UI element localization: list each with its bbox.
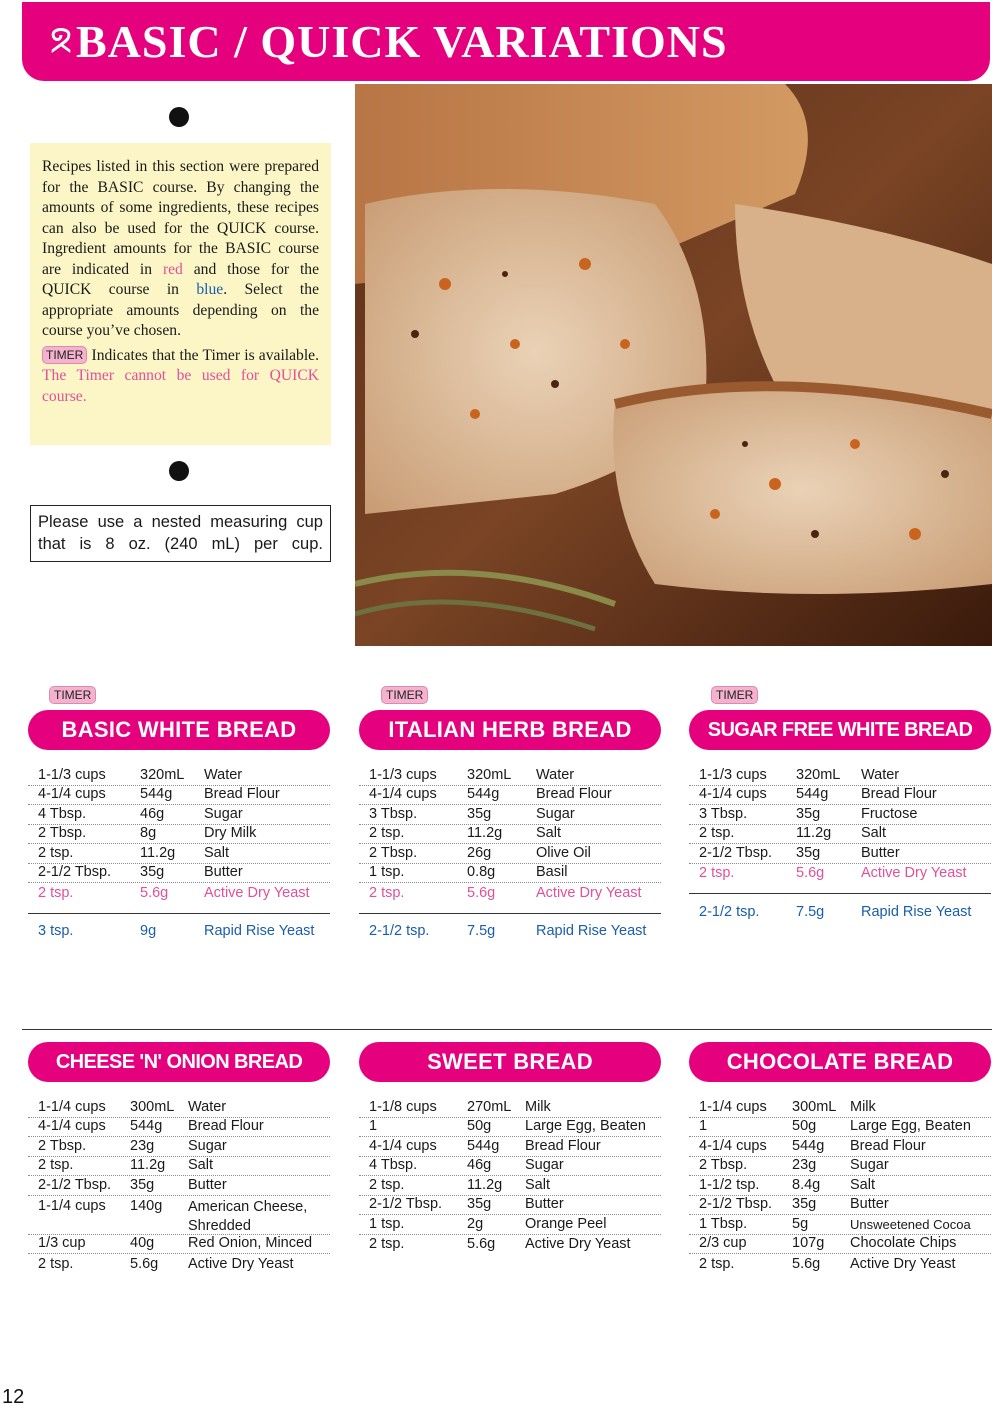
recipe-italian-herb-bread [359,710,661,941]
ingredient-row: 1 tsp. 2g Orange Peel [359,1215,661,1235]
ingredient-row: 4 Tbsp. 46g Sugar [28,805,330,825]
basic-course-yeast-row: 2 tsp. 5.6g Active Dry Yeast [38,884,310,901]
basic-course-yeast-row: 2 tsp. 5.6g Active Dry Yeast [699,865,967,881]
ingredient-row: 3 Tbsp. 35g Fructose [689,805,991,825]
recipe-title: SUGAR FREE WHITE BREAD [689,710,991,750]
ingredient-row: 2-1/2 Tbsp. 35g Butter [359,1196,661,1216]
ingredient-row: 2 Tbsp. 23g Sugar [28,1137,330,1157]
blue-word: blue [196,281,224,298]
timer-badge: TIMER [49,686,96,704]
ingredient-row: 3 Tbsp. 35g Sugar [359,805,661,825]
ingredient-list [28,1098,330,1274]
page-number: 12 [2,1386,25,1408]
recipe-title: CHEESE 'N' ONION BREAD [28,1042,330,1082]
ingredient-row: 2-1/2 Tbsp. 35g Butter [28,1176,330,1196]
ingredient-row: 2 tsp. 11.2g Salt [359,1176,661,1196]
ingredient-row: 2-1/2 Tbsp. 35g Butter [689,844,991,864]
ingredient-row: 1 50g Large Egg, Beaten [689,1118,991,1138]
bread-photo [355,84,992,646]
recipe-cheese-n-onion-bread [28,1042,330,1274]
ingredient-row: 1-1/4 cups 140g American Cheese, Shredded [28,1196,330,1235]
ingredient-row: 1-1/4 cups 300mL Milk [689,1098,991,1118]
ingredient-row: 4 Tbsp. 46g Sugar [359,1157,661,1177]
ingredient-row: 4-1/4 cups 544g Bread Flour [28,786,330,806]
timer-badge: TIMER [381,686,428,704]
timer-tag: TIMER [42,346,87,364]
ingredient-row: 1-1/4 cups 300mL Water [28,1098,330,1118]
ingredient-list [689,1098,991,1274]
ingredient-row: 1-1/3 cups 320mL Water [689,766,991,786]
ingredient-row: 2 tsp. 11.2g Salt [689,825,991,845]
ingredient-row: 2 tsp. 11.2g Salt [359,825,661,845]
bullet-dot [169,107,189,127]
ingredient-row: 2 tsp. 11.2g Salt [28,1157,330,1177]
ingredient-row: 2/3 cup 107g Chocolate Chips [689,1235,991,1255]
quick-course-section [359,913,661,942]
timer-badge: TIMER [711,686,758,704]
red-word: red [162,260,183,278]
quick-course-section [28,913,330,942]
bullet-dot [169,461,189,481]
wheat-sprig-icon: ᘝ [50,21,72,62]
quick-course-yeast-row: 2-1/2 tsp. 7.5g Rapid Rise Yeast [699,903,972,920]
recipe-sugar-free-white-bread [689,710,991,922]
ingredient-row: 4-1/4 cups 544g Bread Flour [689,786,991,806]
ingredient-row: 1 Tbsp. 5g Unsweetened Cocoa [689,1215,991,1235]
recipe-chocolate-bread [689,1042,991,1274]
recipe-title: SWEET BREAD [359,1042,661,1082]
ingredient-row: 2 tsp. 5.6g Active Dry Yeast [38,1255,294,1272]
ingredient-row: 2 Tbsp. 23g Sugar [689,1157,991,1177]
ingredient-list [689,766,991,922]
recipe-title: ITALIAN HERB BREAD [359,710,661,750]
ingredient-row: 1/3 cup 40g Red Onion, Minced [28,1235,330,1255]
ingredient-row: 2 Tbsp. 26g Olive Oil [359,844,661,864]
section-divider [22,1029,992,1030]
ingredient-list [28,766,330,941]
quick-course-yeast-row: 2-1/2 tsp. 7.5g Rapid Rise Yeast [369,923,647,939]
page-title: BASIC / QUICK VARIATIONS [76,16,728,67]
ingredient-row: 1-1/3 cups 320mL Water [28,766,330,786]
ingredient-row: 1-1/3 cups 320mL Water [359,766,661,786]
ingredient-row: 2 Tbsp. 8g Dry Milk [28,825,330,845]
ingredient-row: 2-1/2 Tbsp. 35g Butter [28,864,330,884]
ingredient-row: 2 tsp. 11.2g Salt [28,844,330,864]
section-header [22,2,990,81]
recipe-title: CHOCOLATE BREAD [689,1042,991,1082]
recipe-title: BASIC WHITE BREAD [28,710,330,750]
course-note [30,143,331,445]
ingredient-row: 1-1/8 cups 270mL Milk [359,1098,661,1118]
ingredient-row: 4-1/4 cups 544g Bread Flour [689,1137,991,1157]
ingredient-list [359,1098,661,1254]
recipe-basic-white-bread [28,710,330,941]
ingredient-row: 4-1/4 cups 544g Bread Flour [359,786,661,806]
ingredient-row: 2 tsp. 5.6g Active Dry Yeast [699,1255,956,1272]
ingredient-row: 4-1/4 cups 544g Bread Flour [28,1118,330,1138]
course-note-paragraph: Recipes listed in this section were prepared for the BASIC course. By changing the amounts of some ingredients, these recipes can also be used for the QUICK course. Ingredient amounts for the BASIC course are indicated in red and those for the QUICK course in blue. Select the appropriate amounts depending on the course you’ve chosen. [42,158,320,339]
ingredient-row: 1 tsp. 0.8g Basil [359,864,661,884]
ingredient-row: 2 tsp. 5.6g Active Dry Yeast [369,1236,631,1252]
basic-course-yeast-row: 2 tsp. 5.6g Active Dry Yeast [369,884,642,901]
timer-note-paragraph: TIMER Indicates that the Timer is available. The Timer cannot be used for QUICK course. [42,346,319,405]
ingredient-list [359,766,661,941]
recipe-sweet-bread [359,1042,661,1254]
quick-course-section [689,893,991,922]
ingredient-row: 4-1/4 cups 544g Bread Flour [359,1137,661,1157]
ingredient-row: 1 50g Large Egg, Beaten [359,1118,661,1138]
ingredient-row: 2-1/2 Tbsp. 35g Butter [689,1196,991,1216]
measuring-cup-note: Please use a nested measuring cup that is 8 oz. (240 mL) per cup. [30,505,331,562]
quick-course-yeast-row: 3 tsp. 9g Rapid Rise Yeast [38,923,315,939]
ingredient-row: 1-1/2 tsp. 8.4g Salt [689,1176,991,1196]
